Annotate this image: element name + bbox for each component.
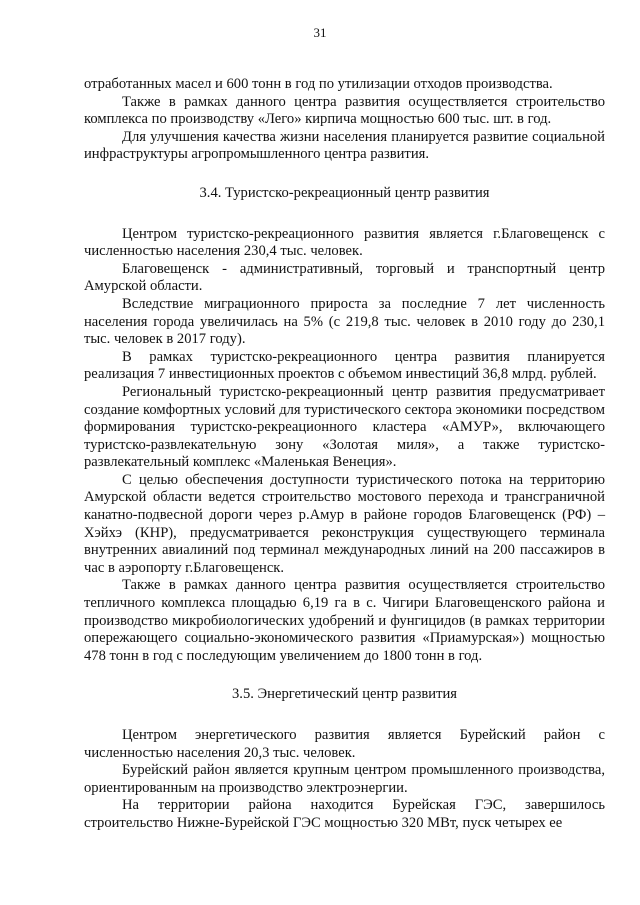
paragraph: Бурейский район является крупным центром промышленного производства, ориентированным на производство электроэнергии. — [84, 762, 605, 796]
paragraph: С целью обеспечения доступности туристического потока на территорию Амурской области ведется строительство мостового перехода и трансграничной канатно-подвесной дороги через р.Амур в районе городов Благовещенск (РФ) – Хэйхэ (КНР), предусматривается реконструкция существующего терминала внутренних авиалиний под терминал международных линий на 200 пассажиров в час в аэропорту г.Благовещенск. — [84, 471, 605, 576]
paragraph: Центром туристско-рекреационного развития является г.Благовещенск с численностью населения 230,4 тыс. человек. — [84, 225, 605, 260]
paragraph: отработанных масел и 600 тонн в год по утилизации отходов производства. — [84, 76, 553, 92]
section-heading-3-4: 3.4. Туристско-рекреационный центр развития — [199, 184, 490, 201]
paragraph: Вследствие миграционного прироста за последние 7 лет численность населения города увеличилась на 5% (с 219,8 тыс. человек в 2010 году до 230,1 тыс. человек в 2017 году). — [84, 295, 605, 348]
paragraph: Региональный туристско-рекреационный центр развития предусматривает создание комфортных условий для туристического сектора экономики посредством формирования туристско-рекреационного кластера «АМУР», включающего туристско-развлекательную зону «Золотая миля», а также туристско-развлекательный комплекс «Маленькая Венеция». — [84, 383, 605, 471]
paragraph: Для улучшения качества жизни населения планируется развитие социальной инфраструктуры агропромышленного центра развития. — [84, 128, 605, 163]
paragraph: Также в рамках данного центра развития осуществляется строительство комплекса по производству «Лего» кирпича мощностью 600 тыс. шт. в год. — [84, 93, 605, 128]
section-heading-3-5: 3.5. Энергетический центр развития — [232, 686, 457, 703]
paragraph: В рамках туристско-рекреационного центра развития планируется реализация 7 инвестиционных проектов с объемом инвестиций 36,8 млрд. рублей. — [84, 348, 605, 383]
page-number: 31 — [313, 25, 327, 40]
paragraph: Центром энергетического развития является Бурейский район с численностью населения 20,3 тыс. человек. — [84, 727, 605, 761]
paragraph: Также в рамках данного центра развития осуществляется строительство тепличного комплекса площадью 6,19 га в с. Чигири Благовещенского района и производство микробиологических удобрений и фунгицидов (в рамках территории опережающего социально-экономического развития «Приамурская») мощностью 478 тонн в год с последующим увеличением до 1800 тонн в год. — [84, 577, 605, 664]
paragraph: На территории района находится Бурейская ГЭС, завершилось строительство Нижне-Бурейской ГЭС мощностью 320 МВт, пуск четырех ее — [84, 797, 605, 831]
page-body — [84, 76, 605, 833]
paragraph: Благовещенск - административный, торговый и транспортный центр Амурской области. — [84, 260, 605, 295]
